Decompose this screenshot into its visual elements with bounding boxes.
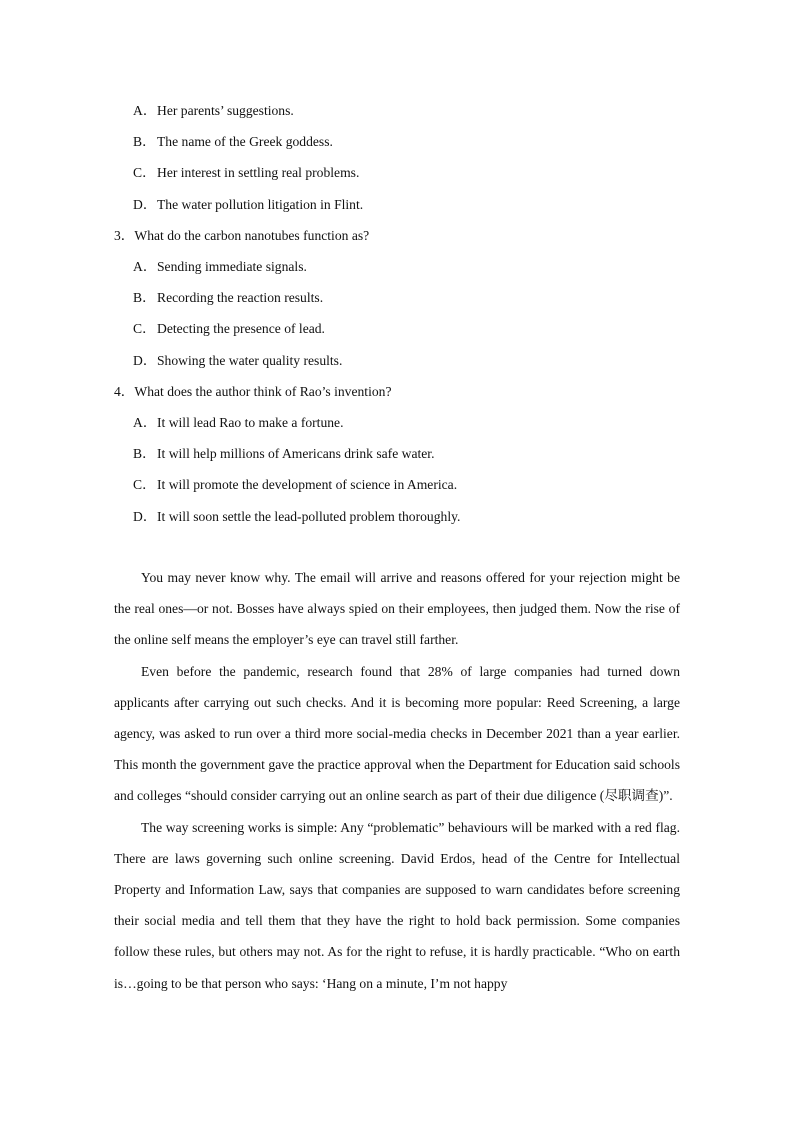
option-label: A． [133, 415, 157, 430]
option-label: C． [133, 477, 156, 492]
passage-paragraph-3: The way screening works is simple: Any “problematic” behaviours will be marked with a red flag. There are laws governing such online screening. David Erdos, head of the Centre for Intellectual Property and Information Law, says that companies are supposed to warn candidates before screening their social media and tell them that they have the right to hold back permission. Some companies follow these rules, but others may not. As for the right to refuse, it is hardly practicable. “Who on earth is…going to be that person who says: ‘Hang on a minute, I’m not happy [114, 819, 680, 991]
q2-option-b [133, 134, 333, 150]
q4-option-b [133, 446, 434, 462]
option-text: The water pollution litigation in Flint. [157, 197, 364, 212]
option-label: D． [133, 353, 157, 368]
option-text: It will lead Rao to make a fortune. [157, 415, 344, 430]
q3-option-d [133, 353, 342, 369]
q2-option-c [133, 165, 359, 181]
option-text: Her parents’ suggestions. [157, 103, 294, 118]
option-label: B． [133, 134, 156, 149]
option-text: Sending immediate signals. [157, 259, 307, 274]
q2-option-a [133, 103, 294, 119]
passage-paragraph-1: You may never know why. The email will arrive and reasons offered for your rejection might be the real ones—or not. Bosses have always spied on their employees, then judged them. Now the rise of the online self means the employer’s eye can travel still farther. [114, 570, 680, 648]
option-label: C． [133, 165, 156, 180]
option-label: A． [133, 259, 157, 274]
option-text: It will promote the development of science in America. [157, 477, 458, 492]
option-text: Showing the water quality results. [157, 353, 343, 368]
option-label: D． [133, 197, 157, 212]
q2-option-d [133, 197, 363, 213]
option-label: A． [133, 103, 157, 118]
option-text: It will help millions of Americans drink safe water. [157, 446, 435, 461]
q3-stem: 3．What do the carbon nanotubes function as? [114, 228, 370, 243]
option-text: Recording the reaction results. [157, 290, 324, 305]
option-text: Her interest in settling real problems. [157, 165, 360, 180]
option-label: C． [133, 321, 156, 336]
q3-option-b [133, 290, 323, 306]
option-text: It will soon settle the lead-polluted problem thoroughly. [157, 509, 461, 524]
option-label: B． [133, 446, 156, 461]
option-text: The name of the Greek goddess. [157, 134, 333, 149]
q3-option-a [133, 259, 307, 275]
option-label: D． [133, 509, 157, 524]
q4-option-d [133, 509, 460, 525]
q4-option-a [133, 415, 343, 431]
reading-passage [114, 562, 680, 999]
q4-option-c [133, 477, 457, 493]
passage-paragraph-2: Even before the pandemic, research found that 28% of large companies had turned down applicants after carrying out such checks. And it is becoming more popular: Reed Screening, a large agency, was asked to run over a third more social-media checks in December 2021 than a year earlier. This month the government gave the practice approval when the Department for Education said schools and colleges “should consider carrying out an online search as part of their due diligence (尽职调查)”. [114, 663, 680, 804]
q3-option-c [133, 321, 325, 337]
option-label: B． [133, 290, 156, 305]
q4-stem: 4．What does the author think of Rao’s invention? [114, 384, 392, 399]
option-text: Detecting the presence of lead. [157, 321, 325, 336]
